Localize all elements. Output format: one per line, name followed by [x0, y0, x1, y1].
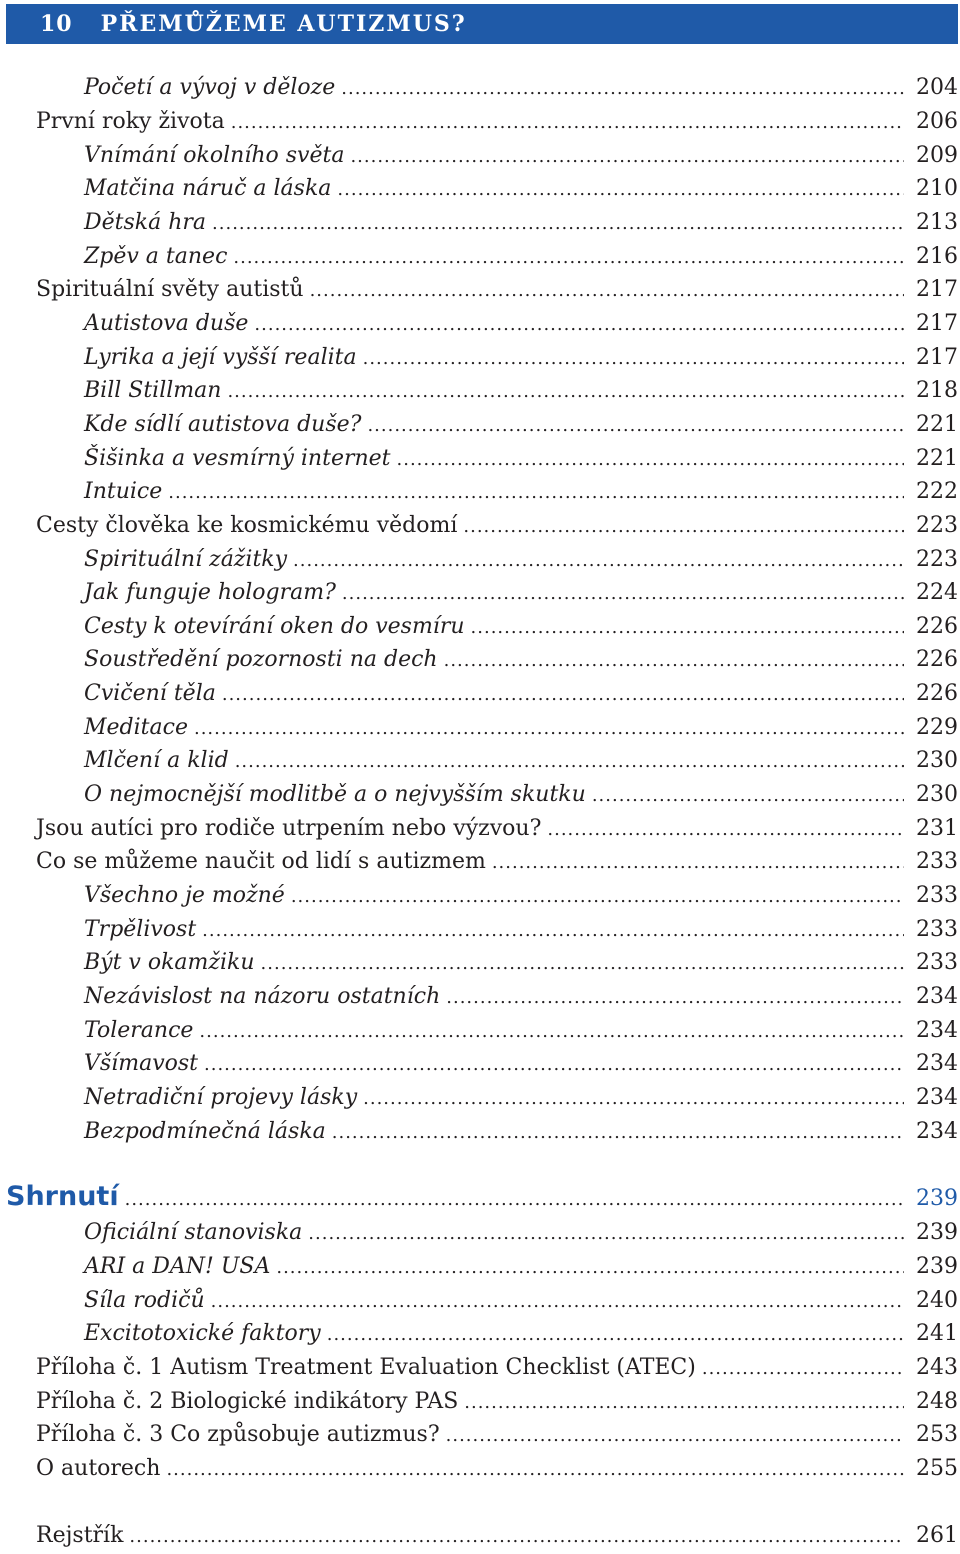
toc-entry-page-number: 240: [916, 1288, 958, 1313]
toc-entry-page-number: 255: [916, 1456, 958, 1481]
toc-entry: [36, 105, 958, 139]
toc-entry-page-number: 233: [916, 950, 958, 975]
toc-entry: [84, 1115, 958, 1149]
toc-entry-page-number: 226: [916, 647, 958, 672]
toc-entry: [84, 1317, 958, 1351]
toc-entry-page-number: 221: [916, 412, 958, 437]
toc-entry-page-number: 231: [916, 816, 958, 841]
dot-leader: [471, 611, 904, 645]
toc-entry: [84, 643, 958, 677]
toc-entry-title: Příloha č. 1 Autism Treatment Evaluation Checklist (ATEC): [36, 1355, 696, 1380]
dot-leader: [341, 72, 904, 106]
toc-entry: [84, 778, 958, 812]
dot-leader: [254, 308, 904, 342]
dot-leader: [222, 678, 904, 712]
dot-leader: [446, 1419, 904, 1453]
dot-leader: [363, 342, 904, 376]
toc-entry-title: Cvičení těla: [84, 681, 216, 706]
toc-entry: [6, 1177, 958, 1217]
dot-leader: [367, 409, 904, 443]
toc-entry: [84, 946, 958, 980]
toc-entry: [84, 1216, 958, 1250]
toc-entry-page-number: 217: [916, 277, 958, 302]
toc-entry-page-number: 216: [916, 244, 958, 269]
dot-leader: [308, 1217, 904, 1251]
toc-entry-title: Cesty k otevírání oken do vesmíru: [84, 614, 465, 639]
toc-entry: [84, 139, 958, 173]
toc-entry-page-number: 239: [916, 1220, 958, 1245]
toc-entry: [84, 744, 958, 778]
toc-entry: [36, 812, 958, 846]
toc-entry-title: O autorech: [36, 1456, 161, 1481]
toc-entry-page-number: 233: [916, 883, 958, 908]
toc-entry: [84, 1284, 958, 1318]
toc-entry: [84, 543, 958, 577]
dot-leader: [547, 813, 904, 847]
toc-entry-title: Síla rodičů: [84, 1288, 205, 1313]
toc-entry-page-number: 261: [916, 1523, 958, 1548]
toc-entry-title: Autistova duše: [84, 311, 249, 336]
dot-leader: [444, 644, 904, 678]
toc-entry-title: Excitotoxické faktory: [84, 1321, 321, 1346]
toc-entry: [84, 610, 958, 644]
dot-leader: [261, 947, 904, 981]
chapter-number: 10: [40, 11, 73, 37]
toc-entry: [84, 374, 958, 408]
toc-entry-title: Spirituální světy autistů: [36, 277, 304, 302]
toc-entry-title: Soustředění pozornosti na dech: [84, 647, 438, 672]
toc-entry: [36, 1418, 958, 1452]
chapter-header: [6, 4, 958, 44]
toc-entry-title: Zpěv a tanec: [84, 244, 228, 269]
dot-leader: [194, 712, 904, 746]
toc-entry-page-number: 239: [916, 1186, 958, 1211]
toc-entry-page-number: 206: [916, 109, 958, 134]
toc-entry: [84, 206, 958, 240]
toc-entry-page-number: 217: [916, 345, 958, 370]
toc-entry-page-number: 226: [916, 681, 958, 706]
toc-entry-title: Mlčení a klid: [84, 748, 229, 773]
dot-leader: [125, 1180, 904, 1220]
toc-entry-page-number: 213: [916, 210, 958, 235]
dot-leader: [202, 914, 904, 948]
toc-entry-page-number: 241: [916, 1321, 958, 1346]
toc-entry: [84, 1014, 958, 1048]
toc-entry-page-number: 229: [916, 715, 958, 740]
dot-leader: [291, 880, 904, 914]
toc-entry-title: Vnímání okolního světa: [84, 143, 345, 168]
toc-entry-page-number: 234: [916, 1018, 958, 1043]
toc-entry: [84, 408, 958, 442]
toc-entry-page-number: 253: [916, 1422, 958, 1447]
toc-entry-title: ARI a DAN! USA: [84, 1254, 271, 1279]
toc-entry-title: Matčina náruč a láska: [84, 176, 332, 201]
toc-entry-title: Všímavost: [84, 1051, 198, 1076]
dot-leader: [350, 140, 904, 174]
dot-leader: [310, 274, 904, 308]
toc-entry-page-number: 226: [916, 614, 958, 639]
toc-entry-page-number: 223: [916, 513, 958, 538]
dot-leader: [276, 1251, 904, 1285]
dot-leader: [327, 1318, 904, 1352]
toc-entry-page-number: 234: [916, 1119, 958, 1144]
toc-entry: [36, 509, 958, 543]
dot-leader: [397, 443, 904, 477]
toc-entry-title: Cesty člověka ke kosmickému vědomí: [36, 513, 458, 538]
toc-entry-page-number: 230: [916, 748, 958, 773]
toc-entry-title: Bezpodmínečná láska: [84, 1119, 326, 1144]
toc-entry: [36, 1351, 958, 1385]
toc-entry-title: Bill Stillman: [84, 378, 222, 403]
dot-leader: [233, 241, 904, 275]
dot-leader: [235, 745, 904, 779]
toc-entry-page-number: 239: [916, 1254, 958, 1279]
toc-entry-page-number: 210: [916, 176, 958, 201]
dot-leader: [293, 544, 904, 578]
dot-leader: [199, 1015, 904, 1049]
toc-entry-title: Spirituální zážitky: [84, 547, 288, 572]
dot-leader: [166, 1453, 904, 1487]
toc-entry-title: Nezávislost na názoru ostatních: [84, 984, 441, 1009]
toc-entry: [84, 442, 958, 476]
dot-leader: [212, 207, 904, 241]
toc-entry-page-number: 234: [916, 984, 958, 1009]
dot-leader: [446, 981, 904, 1015]
toc-entry-title: Meditace: [84, 715, 188, 740]
toc-entry-title: Trpělivost: [84, 917, 197, 942]
toc-entry-title: Co se můžeme naučit od lidí s autizmem: [36, 849, 486, 874]
toc-entry-title: Šišinka a vesmírný internet: [84, 446, 391, 471]
dot-leader: [337, 173, 904, 207]
toc-entry-title: Příloha č. 3 Co způsobuje autizmus?: [36, 1422, 440, 1447]
toc-entry-title: Rejstřík: [36, 1523, 124, 1548]
toc-entry-page-number: 217: [916, 311, 958, 336]
chapter-title: PŘEMŮŽEME AUTIZMUS?: [100, 11, 467, 37]
toc-entry: [84, 1081, 958, 1115]
dot-leader: [592, 779, 904, 813]
dot-leader: [211, 1285, 904, 1319]
toc-entry: [84, 913, 958, 947]
toc-entry-title: Příloha č. 2 Biologické indikátory PAS: [36, 1389, 459, 1414]
dot-leader: [342, 577, 904, 611]
toc-entry: [36, 1519, 958, 1553]
dot-leader: [702, 1352, 904, 1386]
toc-entry-page-number: 209: [916, 143, 958, 168]
toc-entry: [36, 1385, 958, 1419]
toc-entry-title: Intuice: [84, 479, 163, 504]
dot-leader: [464, 1386, 904, 1420]
toc-entry-title: Netradiční projevy lásky: [84, 1085, 358, 1110]
toc-entry-page-number: 204: [916, 75, 958, 100]
toc-entry: [84, 576, 958, 610]
toc-entry: [36, 845, 958, 879]
toc-entry: [84, 71, 958, 105]
toc-entry: [84, 341, 958, 375]
dot-leader: [227, 375, 904, 409]
toc-entry-title: Početí a vývoj v děloze: [84, 75, 336, 100]
toc-entry-title: Tolerance: [84, 1018, 194, 1043]
toc-entry-title: Dětská hra: [84, 210, 207, 235]
toc-entry-page-number: 234: [916, 1085, 958, 1110]
toc-entry: [84, 475, 958, 509]
toc-entry: [84, 1250, 958, 1284]
toc-entry: [84, 980, 958, 1014]
toc-entry-page-number: 233: [916, 849, 958, 874]
toc-entry-title: Všechno je možné: [84, 883, 285, 908]
toc-entry-page-number: 230: [916, 782, 958, 807]
dot-leader: [363, 1082, 904, 1116]
dot-leader: [129, 1520, 904, 1554]
toc-entry: [84, 172, 958, 206]
toc-entry: [84, 677, 958, 711]
toc-entry-page-number: 222: [916, 479, 958, 504]
toc-entry-page-number: 234: [916, 1051, 958, 1076]
toc-entry: [36, 273, 958, 307]
dot-leader: [231, 106, 904, 140]
toc-entry: [84, 1047, 958, 1081]
dot-leader: [492, 846, 904, 880]
dot-leader: [204, 1048, 904, 1082]
toc-entry-page-number: 248: [916, 1389, 958, 1414]
toc-entry-page-number: 221: [916, 446, 958, 471]
toc-entry-title: Lyrika a její vyšší realita: [84, 345, 357, 370]
toc-entry-title: Oficiální stanoviska: [84, 1220, 303, 1245]
toc-entry-page-number: 224: [916, 580, 958, 605]
toc-entry-title: Jsou autíci pro rodiče utrpením nebo výzvou?: [36, 816, 542, 841]
dot-leader: [463, 510, 904, 544]
toc-entry: [36, 1452, 958, 1486]
toc-entry-title: Kde sídlí autistova duše?: [84, 412, 362, 437]
toc-entry-title: O nejmocnější modlitbě a o nejvyšším skutku: [84, 782, 586, 807]
dot-leader: [332, 1116, 904, 1150]
dot-leader: [168, 476, 904, 510]
toc-entry: [84, 711, 958, 745]
toc-entry-title: Být v okamžiku: [84, 950, 255, 975]
toc-entry-title: Shrnutí: [6, 1181, 119, 1212]
toc-entry: [84, 240, 958, 274]
toc-entry-page-number: 218: [916, 378, 958, 403]
toc-entry-title: První roky života: [36, 109, 225, 134]
toc-entry-page-number: 223: [916, 547, 958, 572]
toc-entry: [84, 879, 958, 913]
toc-entry: [84, 307, 958, 341]
toc-entry-page-number: 233: [916, 917, 958, 942]
toc-entry-title: Jak funguje hologram?: [84, 580, 336, 605]
toc-entry-page-number: 243: [916, 1355, 958, 1380]
